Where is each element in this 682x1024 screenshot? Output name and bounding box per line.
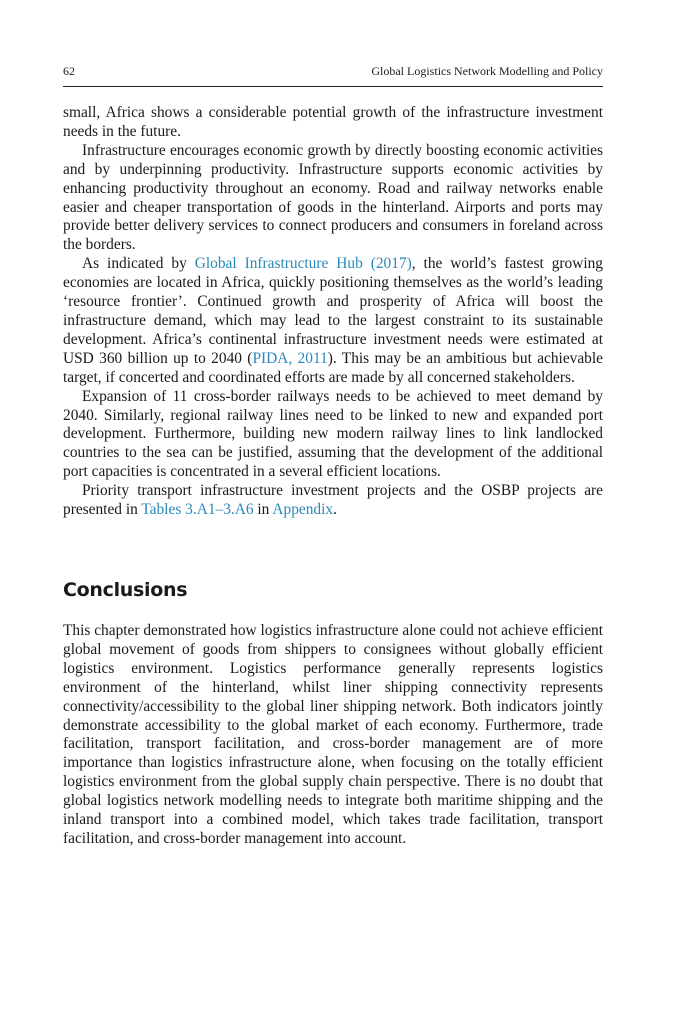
conclusions-paragraph: This chapter demonstrated how logistics infrastructure alone could not achieve efficient global movement of goods from shippers to consignees without globally efficient logistics environment. Logistics performance generally represents logistics environment of the hinterland, whilst liner shipping connectivity represents connectivity/accessibility to the global liner shipping network. Both indicators jointly demonstrate accessibility to the global market of each economy. Furthermore, trade facilitation, transport facilitation, and cross-border management are of more importance than logistics infrastructure alone, when focusing on the totally efficient logistics environment from the global supply chain perspective. There is no doubt that global logistics network modelling needs to integrate both maritime shipping and the inland transport into a combined model, which takes trade facilitation, transport facilitation, and cross-border management into account. <box>63 622 603 847</box>
paragraph-3-text-a: As indicated by <box>82 255 195 273</box>
paragraph-3 <box>63 255 603 387</box>
section-heading-conclusions: Conclusions <box>63 579 188 601</box>
paragraph-5-text-c: . <box>333 501 337 519</box>
paragraph-5 <box>63 482 603 520</box>
paragraph-3-text-c: ). This may be an ambitious but achievable target, if concerted and coordinated efforts are made by all concerned stakeholders. <box>63 349 603 386</box>
appendix-link[interactable]: Appendix <box>272 501 334 519</box>
conclusions-section <box>63 622 603 849</box>
tables-link[interactable]: Tables 3.A1–3.A6 <box>141 501 254 519</box>
paragraph-4: Expansion of 11 cross-border railways needs to be achieved to meet demand by 2040. Similarly, regional railway lines need to be linked to new and expanded port development. Furthermore, building new modern railway lines to link landlocked countries to the sea can be justified, assuming that the development of the additional port capacities is concentrated in a several efficient locations. <box>63 387 603 481</box>
paragraph-1: small, Africa shows a considerable potential growth of the infrastructure investment needs in the future. <box>63 104 603 140</box>
page-number: 62 <box>63 64 75 78</box>
body-text <box>63 104 603 520</box>
paragraph-5-text-b: in <box>253 501 273 519</box>
citation-link-pida[interactable]: PIDA, 2011 <box>252 349 328 367</box>
page-header <box>63 64 603 87</box>
paragraph-2: Infrastructure encourages economic growth by directly boosting economic activities and by underpinning productivity. Infrastructure supports economic activities by enhancing productivity throughout an economy. Road and railway networks enable easier and cheaper transportation of goods in the hinterland. Airports and ports may provide better delivery services to connect producers and consumers in foreland across the borders. <box>63 141 603 254</box>
running-title: Global Logistics Network Modelling and Policy <box>371 64 603 78</box>
paragraph-5-text-a: Priority transport infrastructure investment projects and the OSBP projects are presented in <box>63 482 603 519</box>
paragraph-3-text-b: , the world’s fastest growing economies are located in Africa, quickly positioning themselves as the world’s leading ‘resource frontier’. Continued growth and prosperity of Africa will boost the infrastructure demand, which may lead to the largest constraint to its sustainable development. Africa’s continental infrastructure investment needs were estimated at USD 360 billion up to 2040 ( <box>63 255 603 367</box>
citation-link-global-infrastructure-hub[interactable]: Global Infrastructure Hub (2017) <box>194 255 412 273</box>
